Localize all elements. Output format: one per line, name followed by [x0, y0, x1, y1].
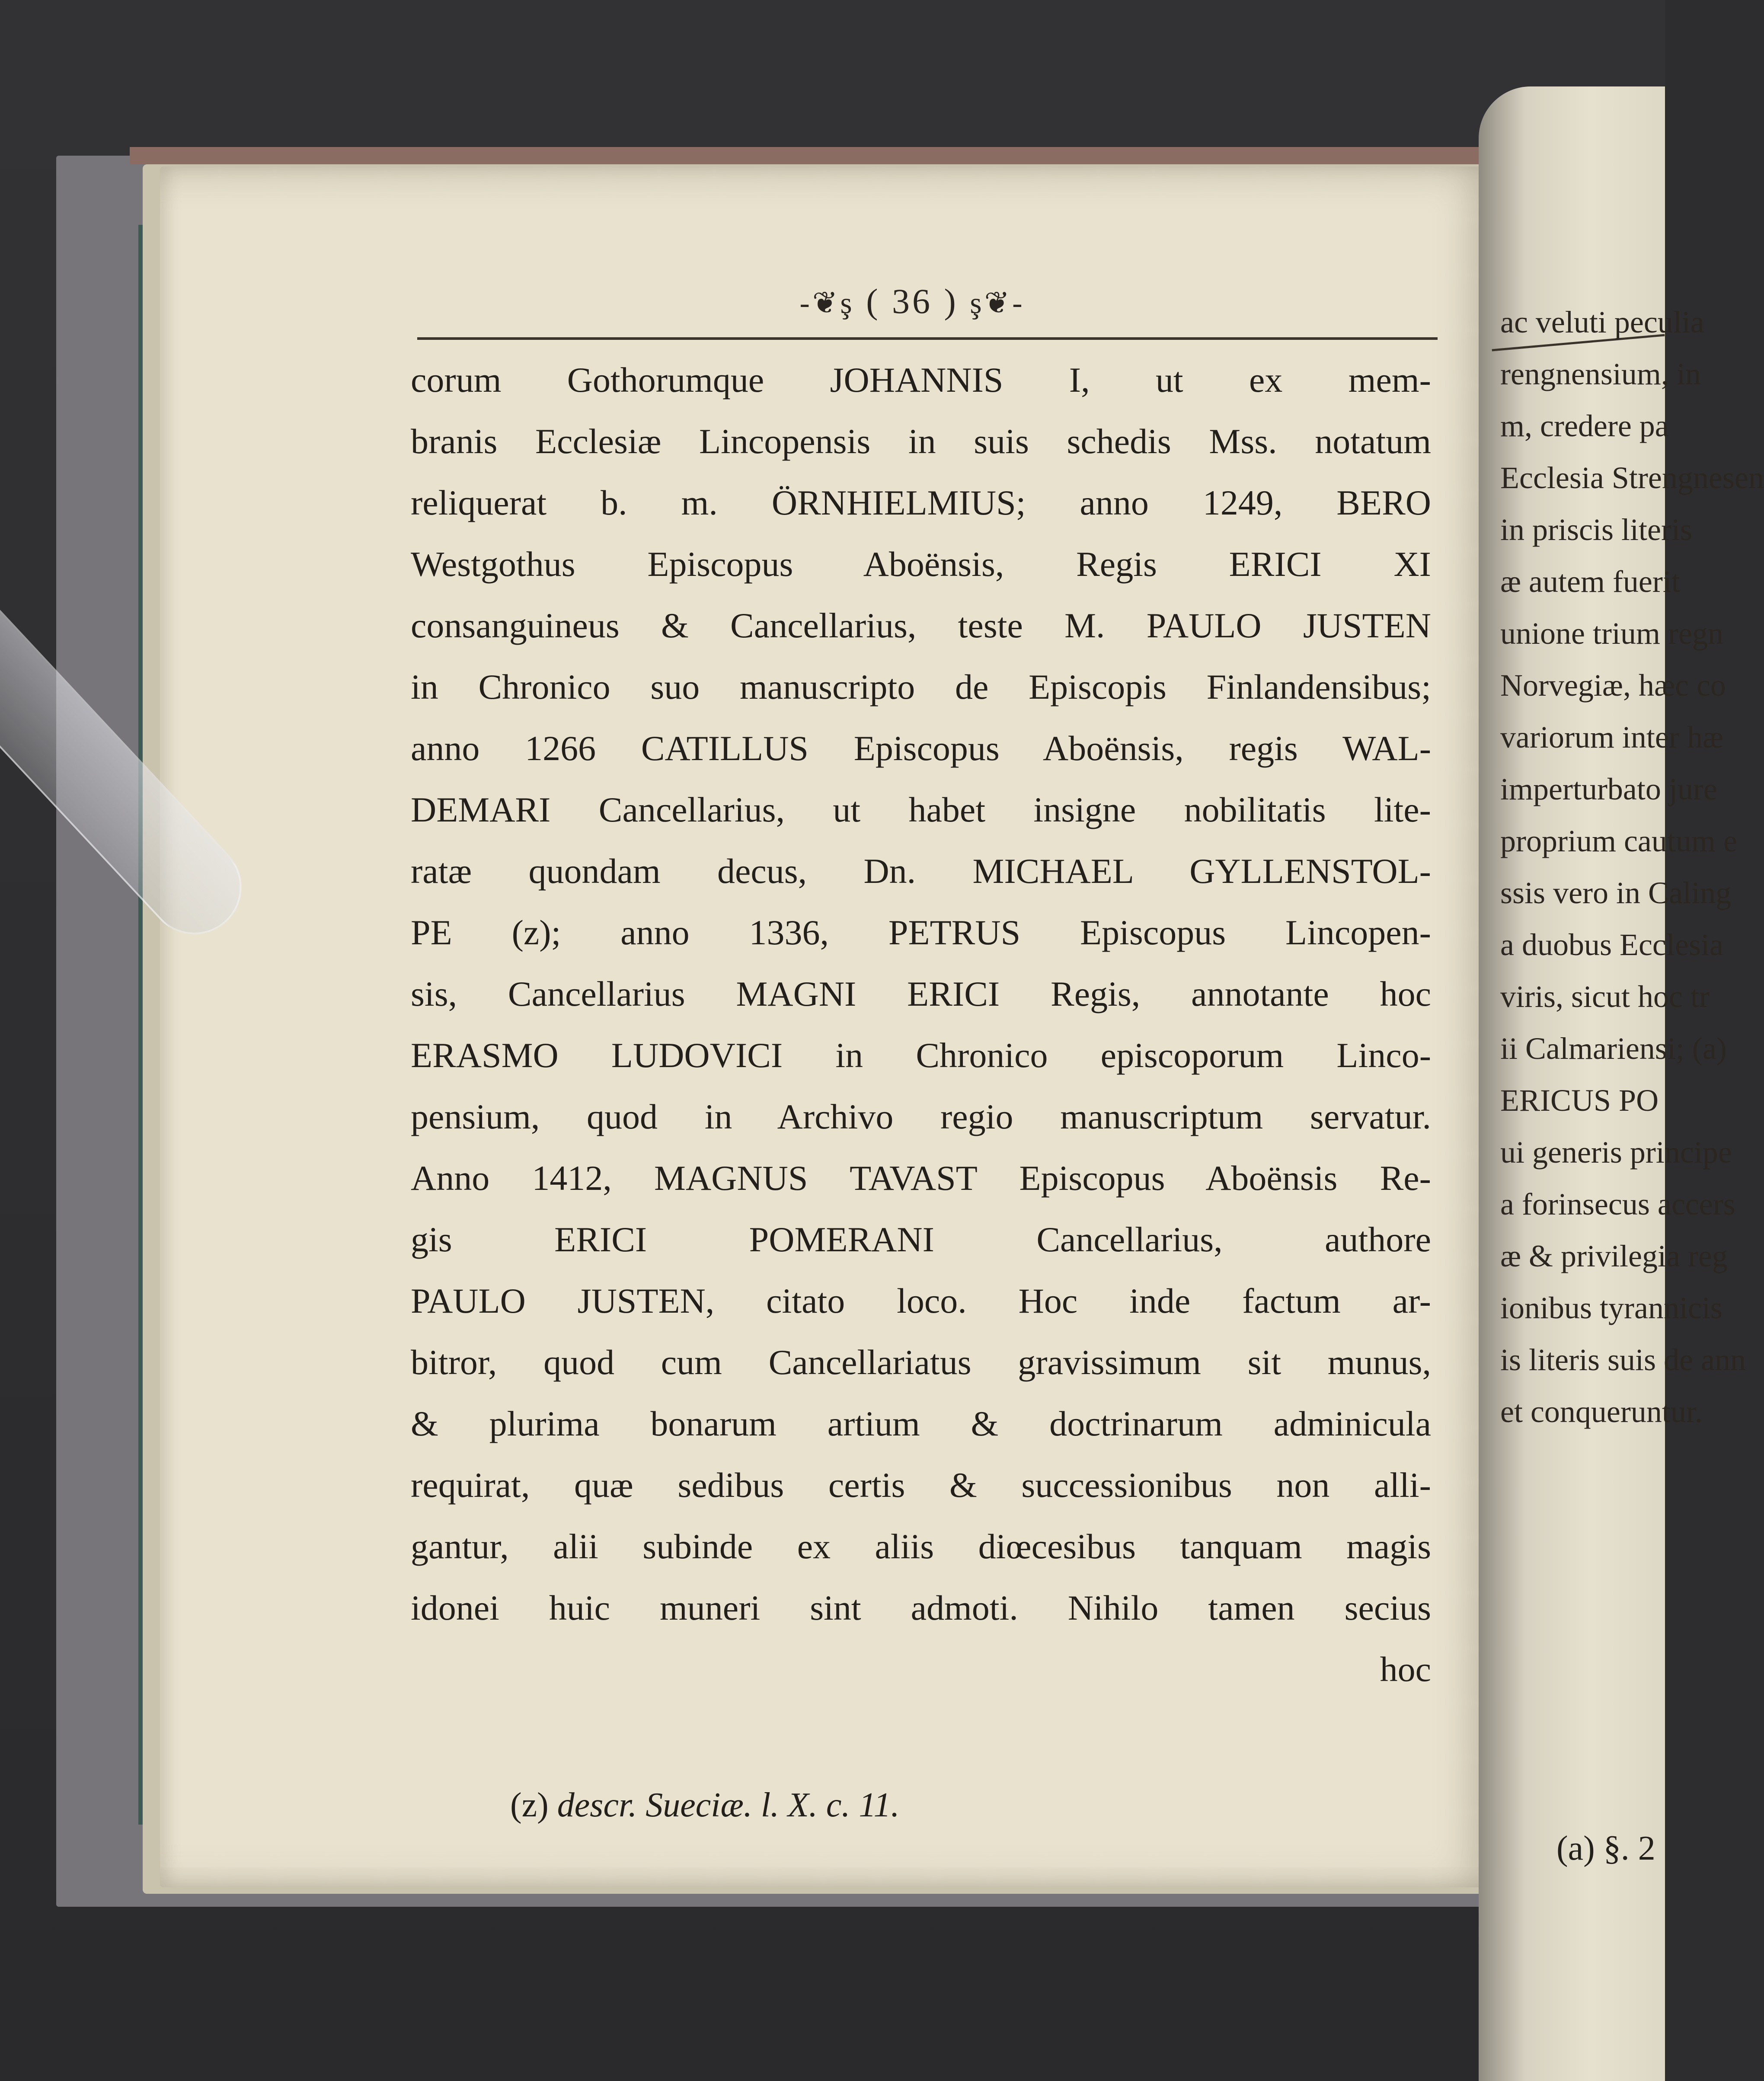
- page-number: ( 36 ): [866, 281, 959, 321]
- footnote-text: descr. Sueciæ. l. X. c. 11.: [557, 1786, 900, 1824]
- text-line: gantur, alii subinde ex aliis diœcesibus tanquam magis: [411, 1527, 1431, 1566]
- running-head: [761, 281, 1064, 322]
- facing-text-line: æ autem fuerit: [1500, 564, 1680, 599]
- text-line: branis Ecclesiæ Lincopensis in suis schedis Mss. notatum: [411, 422, 1431, 461]
- facing-text-line: Ecclesia Strengnesen: [1500, 460, 1764, 495]
- facing-text-line: proprium cautum e: [1500, 824, 1737, 858]
- facing-text-line: a forinsecus accers: [1500, 1187, 1735, 1221]
- facing-text-line: a duobus Ecclesia: [1500, 927, 1723, 962]
- facing-text-line: imperturbato jure: [1500, 772, 1717, 806]
- text-line: consanguineus & Cancellarius, teste M. PAULO JUSTEN: [411, 606, 1431, 645]
- facing-text-line: ui generis principe: [1500, 1135, 1732, 1170]
- text-line: requirat, quæ sedibus certis & successionibus non alli-: [411, 1465, 1431, 1505]
- text-line: idonei huic muneri sint admoti. Nihilo tamen secius: [411, 1588, 1431, 1627]
- text-line: corum Gothorumque JOHANNIS I, ut ex mem-: [411, 360, 1431, 400]
- text-line: bitror, quod cum Cancellariatus gravissimum sit munus,: [411, 1343, 1431, 1382]
- catchword: hoc: [1380, 1649, 1431, 1689]
- facing-page-footnote: (a) §. 2: [1556, 1829, 1655, 1867]
- facing-text-line: ii Calmariensi; (a): [1500, 1031, 1727, 1066]
- text-line: pensium, quod in Archivo regio manuscriptum servatur.: [411, 1097, 1431, 1136]
- text-line: ratæ quondam decus, Dn. MICHAEL GYLLENSTOL-: [411, 851, 1431, 891]
- footnote: [510, 1786, 899, 1825]
- text-line: sis, Cancellarius MAGNI ERICI Regis, annotante hoc: [411, 974, 1431, 1013]
- facing-text-line: ERICUS PO: [1500, 1083, 1659, 1118]
- facing-text-line: viris, sicut hoc tr: [1500, 979, 1710, 1014]
- facing-text-line: rengnensium, in: [1500, 357, 1701, 391]
- text-line: anno 1266 CATILLUS Episcopus Aboënsis, regis WAL-: [411, 729, 1431, 768]
- text-line: reliquerat b. m. ÖRNHIELMIUS; anno 1249, BERO: [411, 483, 1431, 522]
- right-ornament: ş❦-: [970, 287, 1025, 320]
- facing-text-line: is literis suis de ann: [1500, 1343, 1746, 1377]
- facing-text-line: ssis vero in Caling: [1500, 876, 1731, 910]
- facing-text-line: et conqueruntur.: [1500, 1394, 1703, 1429]
- facing-text-line: ionibus tyrannicis: [1500, 1291, 1722, 1325]
- facing-text-line: unione trium regn: [1500, 616, 1723, 651]
- text-line: DEMARI Cancellarius, ut habet insigne nobilitatis lite-: [411, 790, 1431, 829]
- text-line: gis ERICI POMERANI Cancellarius, authore: [411, 1220, 1431, 1259]
- text-line: PAULO JUSTEN, citato loco. Hoc inde factum ar-: [411, 1281, 1431, 1320]
- facing-text-line: æ & privilegia reg: [1500, 1239, 1728, 1273]
- facing-page-text: [1500, 303, 1764, 1729]
- facing-text-line: Norvegiæ, hæc co: [1500, 668, 1726, 703]
- header-rule: [417, 337, 1438, 340]
- facing-text-line: variorum inter hæ: [1500, 720, 1723, 754]
- text-line: ERASMO LUDOVICI in Chronico episcoporum Linco-: [411, 1036, 1431, 1075]
- facing-text-line: in priscis literis: [1500, 512, 1692, 547]
- text-line: Westgothus Episcopus Aboënsis, Regis ERICI XI: [411, 544, 1431, 584]
- text-line: & plurima bonarum artium & doctrinarum adminicula: [411, 1404, 1431, 1443]
- text-line: in Chronico suo manuscripto de Episcopis Finlandensibus;: [411, 667, 1431, 706]
- footnote-mark: (z): [510, 1786, 549, 1824]
- facing-text-line: m, credere pa: [1500, 409, 1669, 443]
- text-line: PE (z); anno 1336, PETRUS Episcopus Lincopen-: [411, 913, 1431, 952]
- text-line: Anno 1412, MAGNUS TAVAST Episcopus Aboënsis Re-: [411, 1158, 1431, 1198]
- cover-edge: [130, 147, 1513, 164]
- left-ornament: -❦ş: [799, 287, 855, 320]
- facing-text-line: ac veluti peculia: [1500, 305, 1704, 339]
